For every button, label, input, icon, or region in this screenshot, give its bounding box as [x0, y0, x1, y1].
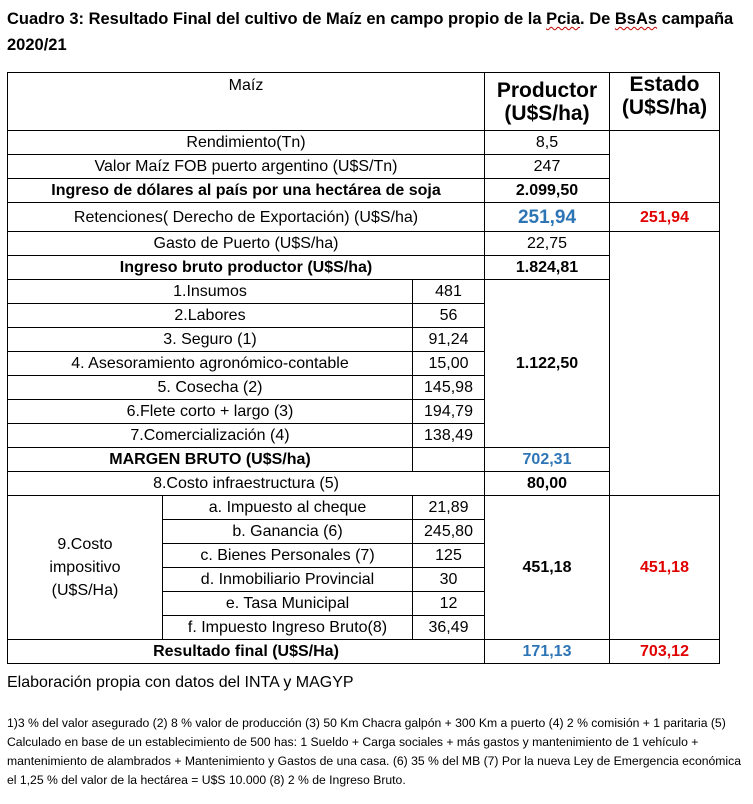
tax-label: e. Tasa Municipal	[163, 592, 413, 616]
footnotes: 1)3 % del valor asegurado (2) 8 % valor de producción (3) 50 Km Chacra galpón + 300 Km a puerto (4) 2 % comisión + 1 paritaria (5) Calculado en base de un establecimiento de 500 has: 1 Sueldo + Carga sociales + más gastos y mantenimiento de 1 vehículo + mantenimiento de alambrados + Mantenimiento y Gastos de una casa. (6) 35 % del MB (7) Por la nueva Ley de Emergencia económica el 1,25 % del valor de la hectárea = U$S 10.000 (8) 2 % de Ingreso Bruto.	[7, 716, 742, 787]
cost-label: 2.Labores	[8, 304, 413, 328]
tax-value: 30	[413, 568, 485, 592]
estado-blank-top	[610, 131, 720, 203]
costs-total: 1.122,50	[485, 280, 610, 448]
table-title: Cuadro 3: Resultado Final del cultivo de Maíz en campo propio de la Pcia. De BsAs campaña 2020/21	[7, 10, 734, 54]
infra-label: 8.Costo infraestructura (5)	[8, 472, 485, 496]
cost-label: 4. Asesoramiento agronómico-contable	[8, 352, 413, 376]
ingreso-bruto-label: Ingreso bruto productor (U$S/ha)	[8, 256, 485, 280]
header-productor: Productor (U$S/ha)	[485, 73, 610, 131]
row-rendimiento	[8, 131, 720, 155]
cost-label: 7.Comercialización (4)	[8, 424, 413, 448]
cost-value: 194,79	[413, 400, 485, 424]
cost-label: 1.Insumos	[8, 280, 413, 304]
valor-label: Valor Maíz FOB puerto argentino (U$S/Tn)	[8, 155, 485, 179]
tax-value: 12	[413, 592, 485, 616]
rendimiento-label: Rendimiento(Tn)	[8, 131, 485, 155]
impositivo-total: 451,18	[485, 496, 610, 640]
gasto-puerto-value: 22,75	[485, 232, 610, 256]
header-crop: Maíz	[8, 73, 485, 131]
tax-value: 125	[413, 544, 485, 568]
ingreso-label: Ingreso de dólares al país por una hectárea de soja	[8, 179, 485, 203]
resultado-estado: 703,12	[610, 640, 720, 664]
cost-value: 145,98	[413, 376, 485, 400]
tax-label: c. Bienes Personales (7)	[163, 544, 413, 568]
rendimiento-value: 8,5	[485, 131, 610, 155]
tax-label: f. Impuesto Ingreso Bruto(8)	[163, 616, 413, 640]
retenciones-estado: 251,94	[610, 203, 720, 232]
results-table	[7, 72, 720, 664]
tax-row	[8, 496, 720, 520]
row-resultado	[8, 640, 720, 664]
resultado-value: 171,13	[485, 640, 610, 664]
tax-value: 245,80	[413, 520, 485, 544]
header-estado: Estado (U$S/ha)	[610, 73, 720, 131]
header-row	[8, 73, 720, 131]
cost-value: 56	[413, 304, 485, 328]
cost-label: 5. Cosecha (2)	[8, 376, 413, 400]
source-note: Elaboración propia con datos del INTA y MAGYP	[7, 674, 354, 691]
tax-label: b. Ganancia (6)	[163, 520, 413, 544]
resultado-label: Resultado final (U$S/Ha)	[8, 640, 485, 664]
impositivo-label: 9.Costo impositivo (U$S/Ha)	[8, 496, 163, 640]
impositivo-estado: 451,18	[610, 496, 720, 640]
tax-label: d. Inmobiliario Provincial	[163, 568, 413, 592]
ingreso-value: 2.099,50	[485, 179, 610, 203]
tax-value: 21,89	[413, 496, 485, 520]
ingreso-bruto-value: 1.824,81	[485, 256, 610, 280]
cost-label: 3. Seguro (1)	[8, 328, 413, 352]
valor-value: 247	[485, 155, 610, 179]
cost-value: 91,24	[413, 328, 485, 352]
infra-value: 80,00	[485, 472, 610, 496]
estado-blank-mid	[610, 232, 720, 496]
margen-label: MARGEN BRUTO (U$S/ha)	[8, 448, 413, 472]
margen-value: 702,31	[485, 448, 610, 472]
cost-label: 6.Flete corto + largo (3)	[8, 400, 413, 424]
row-retenciones	[8, 203, 720, 232]
margen-blank	[413, 448, 485, 472]
tax-label: a. Impuesto al cheque	[163, 496, 413, 520]
retenciones-value: 251,94	[485, 203, 610, 232]
cost-value: 481	[413, 280, 485, 304]
tax-value: 36,49	[413, 616, 485, 640]
cost-value: 138,49	[413, 424, 485, 448]
cost-value: 15,00	[413, 352, 485, 376]
row-gasto-puerto	[8, 232, 720, 256]
retenciones-label: Retenciones( Derecho de Exportación) (U$S/ha)	[8, 203, 485, 232]
gasto-puerto-label: Gasto de Puerto (U$S/ha)	[8, 232, 485, 256]
